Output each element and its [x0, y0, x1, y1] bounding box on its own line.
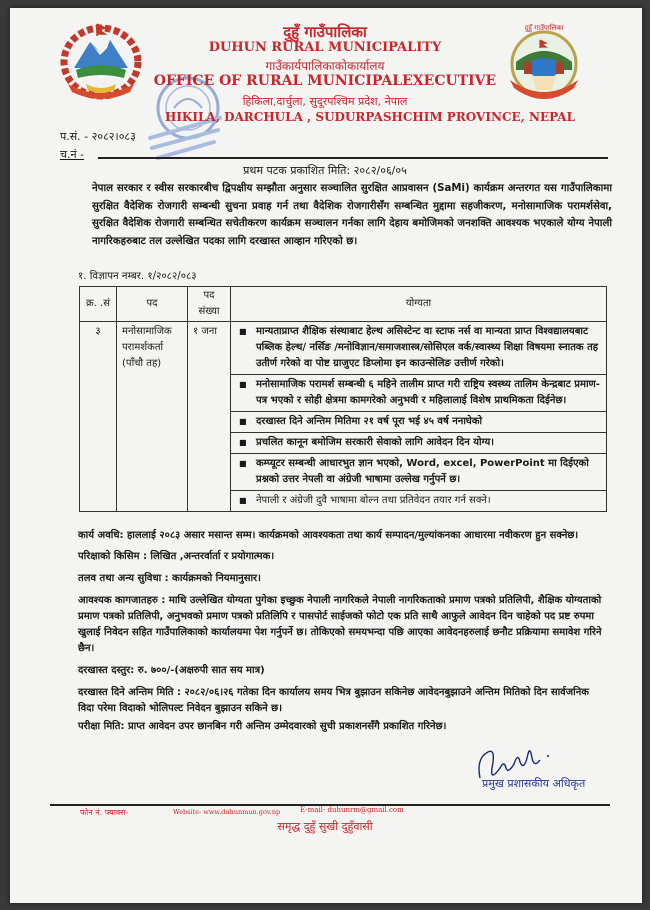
- bullet-icon: ■: [239, 327, 247, 336]
- footer-email[interactable]: E-mail- duhunrm@gmail.com: [300, 806, 404, 814]
- cell-count: १ जना: [188, 322, 231, 512]
- office-name-np: गाउँकार्यपालिकाकोकार्यालय: [265, 59, 385, 73]
- header-post: पद: [117, 287, 188, 322]
- qualification-text: मान्यताप्राप्त शैक्षिक संस्थाबाट हेल्थ असिस्टेन्ट वा स्टाफ नर्स वा मान्यता प्राप्त विश्वद्यालयबाट पब्लिक हेल्थ/ नर्सिङ /मनोविज्ञान/समाजशास्त्र/सोसिएल वर्क/स्वास्थ्य शिक्षा विषयमा स्नातक तह उतीर्ण गरेको वा पोष्ट ग्राजुएट डिप्लोमा इन काउन्सेलिङ उत्तीर्ण गरेको।: [256, 326, 599, 369]
- bullet-icon: ■: [239, 417, 247, 426]
- header-serial: क्र. .सं: [80, 287, 117, 322]
- qualification-text: प्रचलित कानून बमोजिम सरकारी सेवाको लागि आवेदन दिन योग्य।: [256, 437, 495, 448]
- bullet-icon: ■: [239, 459, 247, 468]
- application-fee: दरखास्त दस्तुर: रु. ७००/-(अक्षरुपी सात सय मात्र): [78, 665, 265, 676]
- header-qualification: योग्यता: [231, 287, 607, 322]
- dispatch-number: च.नं -: [60, 148, 85, 161]
- qualification-item: [236, 493, 601, 509]
- bullet-icon: ■: [239, 496, 247, 505]
- salary-info: तलव तथा अन्य सुविधा : कार्यक्रमको नियमानुसार।: [78, 573, 261, 584]
- qualification-text: नेपाली र अंग्रेजी दुवै भाषामा बोल्न तथा प्रतिवेदन तयार गर्न सक्ने।: [256, 495, 491, 506]
- cell-serial: ३: [80, 322, 117, 512]
- exam-type: परिक्षाको किसिम : लिखित ,अन्तरर्वार्ता र प्रयोगात्मक।: [78, 551, 275, 562]
- ad-number: १. विज्ञापन नम्बर. १/२०८२/०८३: [78, 271, 197, 282]
- table-row: [80, 322, 607, 512]
- address-np: हिकिला,दार्चुला, सुदूरपश्चिम प्रदेश, नेपाल: [242, 95, 408, 108]
- bullet-icon: ■: [239, 380, 247, 389]
- qualification-text: दरखास्त दिने अन्तिम मितिमा २१ वर्ष पूरा भई ४५ वर्ष ननाघेको: [256, 416, 483, 427]
- publish-date: प्रथम पटक प्रकाशित मिति: २०८२/०६/०५: [243, 164, 407, 177]
- exam-date: परीक्षा मिति: प्राप्त आवेदन उपर छानबिन गरी अन्तिम उम्मेदवारको सुची प्रकाशनसँगै प्रकाशित गरिनेछ।: [78, 721, 447, 732]
- qualification-item: [236, 456, 601, 488]
- required-documents: आवश्यक कागजातहरु : माथि उल्लेखित योग्यता पुगेका इच्छुक नेपाली नागरिकले नेपाली नागरिकताको प्रमाण पत्रको प्रतिलिपी, शैक्षिक योग्यताको प्रमाण पत्रको प्रतिलिपी, अनुभवको प्रमाण पत्रको प्रतिलिपि र पासपोर्ट साईजको फोटो एक प्रति साथै आफुले आवेदन दिन चाहेको पद प्रष्ट रुपमा खुलाई निवेदन सहित गाउँपालिकाको कार्यालयमा पेश गर्नुपर्ने छ। तोकिएको समयभन्दा पछि आएका आवेदनहरुलाई छनौट प्रक्रियामा समावेश गरिने छैन।: [78, 595, 602, 654]
- work-period: कार्य अवधि: हाललाई २०८३ असार मसान्त सम्म। कार्यक्रमको आवश्यकता तथा कार्य सम्पादन/मुल्यांकनका आधारमा नवीकरण हुन सक्नेछ।: [78, 530, 579, 541]
- municipality-name-en: DUHUN RURAL MUNICIPALITY: [208, 40, 442, 55]
- qualification-item: [236, 435, 601, 451]
- qualification-text: कम्प्यूटर सम्बन्धी आधारभुत ज्ञान भएको, Word, excel, PowerPoint मा दिईएको प्रश्नको उत्तर नेपली वा अंग्रेजी भाषामा उल्लेख गर्नुपर्ने छ।: [256, 458, 589, 485]
- bullet-icon: ■: [239, 438, 247, 447]
- qualification-item: [236, 324, 601, 372]
- office-name-en: OFFICE OF RURAL MUNICIPALEXECUTIVE: [153, 73, 497, 89]
- details-section: [78, 528, 608, 735]
- footer-website[interactable]: Website- www.duhunmun.gov.np: [173, 808, 281, 816]
- footer-slogan: समृद्ध दुहुँ सुखी दुहुँवासी: [277, 820, 373, 833]
- footer-phone: फोन नं. फ्याक्स-: [80, 808, 129, 817]
- cell-post: मनोसामाजिक परामर्शकर्ता (पाँचौ तह): [117, 322, 188, 512]
- signatory-title: प्रमुख प्रशासकीय अधिकृत: [482, 777, 586, 790]
- header-divider: [98, 157, 608, 159]
- notice-intro: नेपाल सरकार र स्वीस सरकारबीच द्विपक्षीय सम्झौता अनुसार सञ्चालित सुरक्षित आप्रवासन (SaMi) कार्यक्रम अन्तरगत यस गाउँपालिकामा सुरक्षित वैदेशिक रोजगारी सम्बन्धी सुचना प्रवाह गर्न तथा वैदेशिक रोजगारीसँग सम्बन्धित मुद्दामा सहजीकरण, मनोसामाजिक परामर्शसेवा, सुरक्षित वैदेशिक रोजगारी सम्बन्धित सचेतीकरण कार्यक्रम सञ्चालन गर्नका लागि देहाय बमोजिमको जनशक्ति आवश्यक भएकाले योग्य नेपाली नागरिकहरुबाट तल उल्लेखित पदका लागि दरखास्त आव्हान गरिएको छ।: [92, 183, 612, 247]
- cell-qualifications: [231, 322, 607, 512]
- qualification-item: [236, 414, 601, 430]
- address-en: HIKILA, DARCHULA , SUDURPASHCHIM PROVINCE, NEPAL: [164, 110, 576, 124]
- qualification-text: मनोसामाजिक परामर्श सम्बन्धी ६ महिने तालीम प्राप्त गरी राष्ट्रिय स्वस्थ्य तालिम केन्द्रबाट प्रमाण-पत्र भएको र सोही क्षेत्रमा कामगरेको अनुभवी र महिलालाई विशेष प्राथमिकता दिईनेछ।: [256, 379, 600, 406]
- reference-number: प.सं. - २०८२।०८३: [60, 130, 136, 143]
- table-header-row: [80, 287, 607, 322]
- header-count: पद संख्या: [188, 287, 231, 322]
- vacancy-table: [79, 286, 607, 512]
- logo-lettering: दुहुँ गाउँपालिका: [524, 24, 564, 32]
- municipality-name-np: दुहुँ गाउँपालिका: [283, 23, 367, 41]
- qualification-item: [236, 377, 601, 409]
- application-deadline: दरखास्त दिने अन्तिम मिति : २०८२/०६।२६ गतेका दिन कार्यालय समय भित्र बुझाउन सकिनेछ आवेदनबुझाउने अन्तिम मितिको दिन सार्वजनिक विदा परेमा विदाको भोलिपल्ट निवेदन बुझाउन सकिने छ।: [78, 687, 589, 714]
